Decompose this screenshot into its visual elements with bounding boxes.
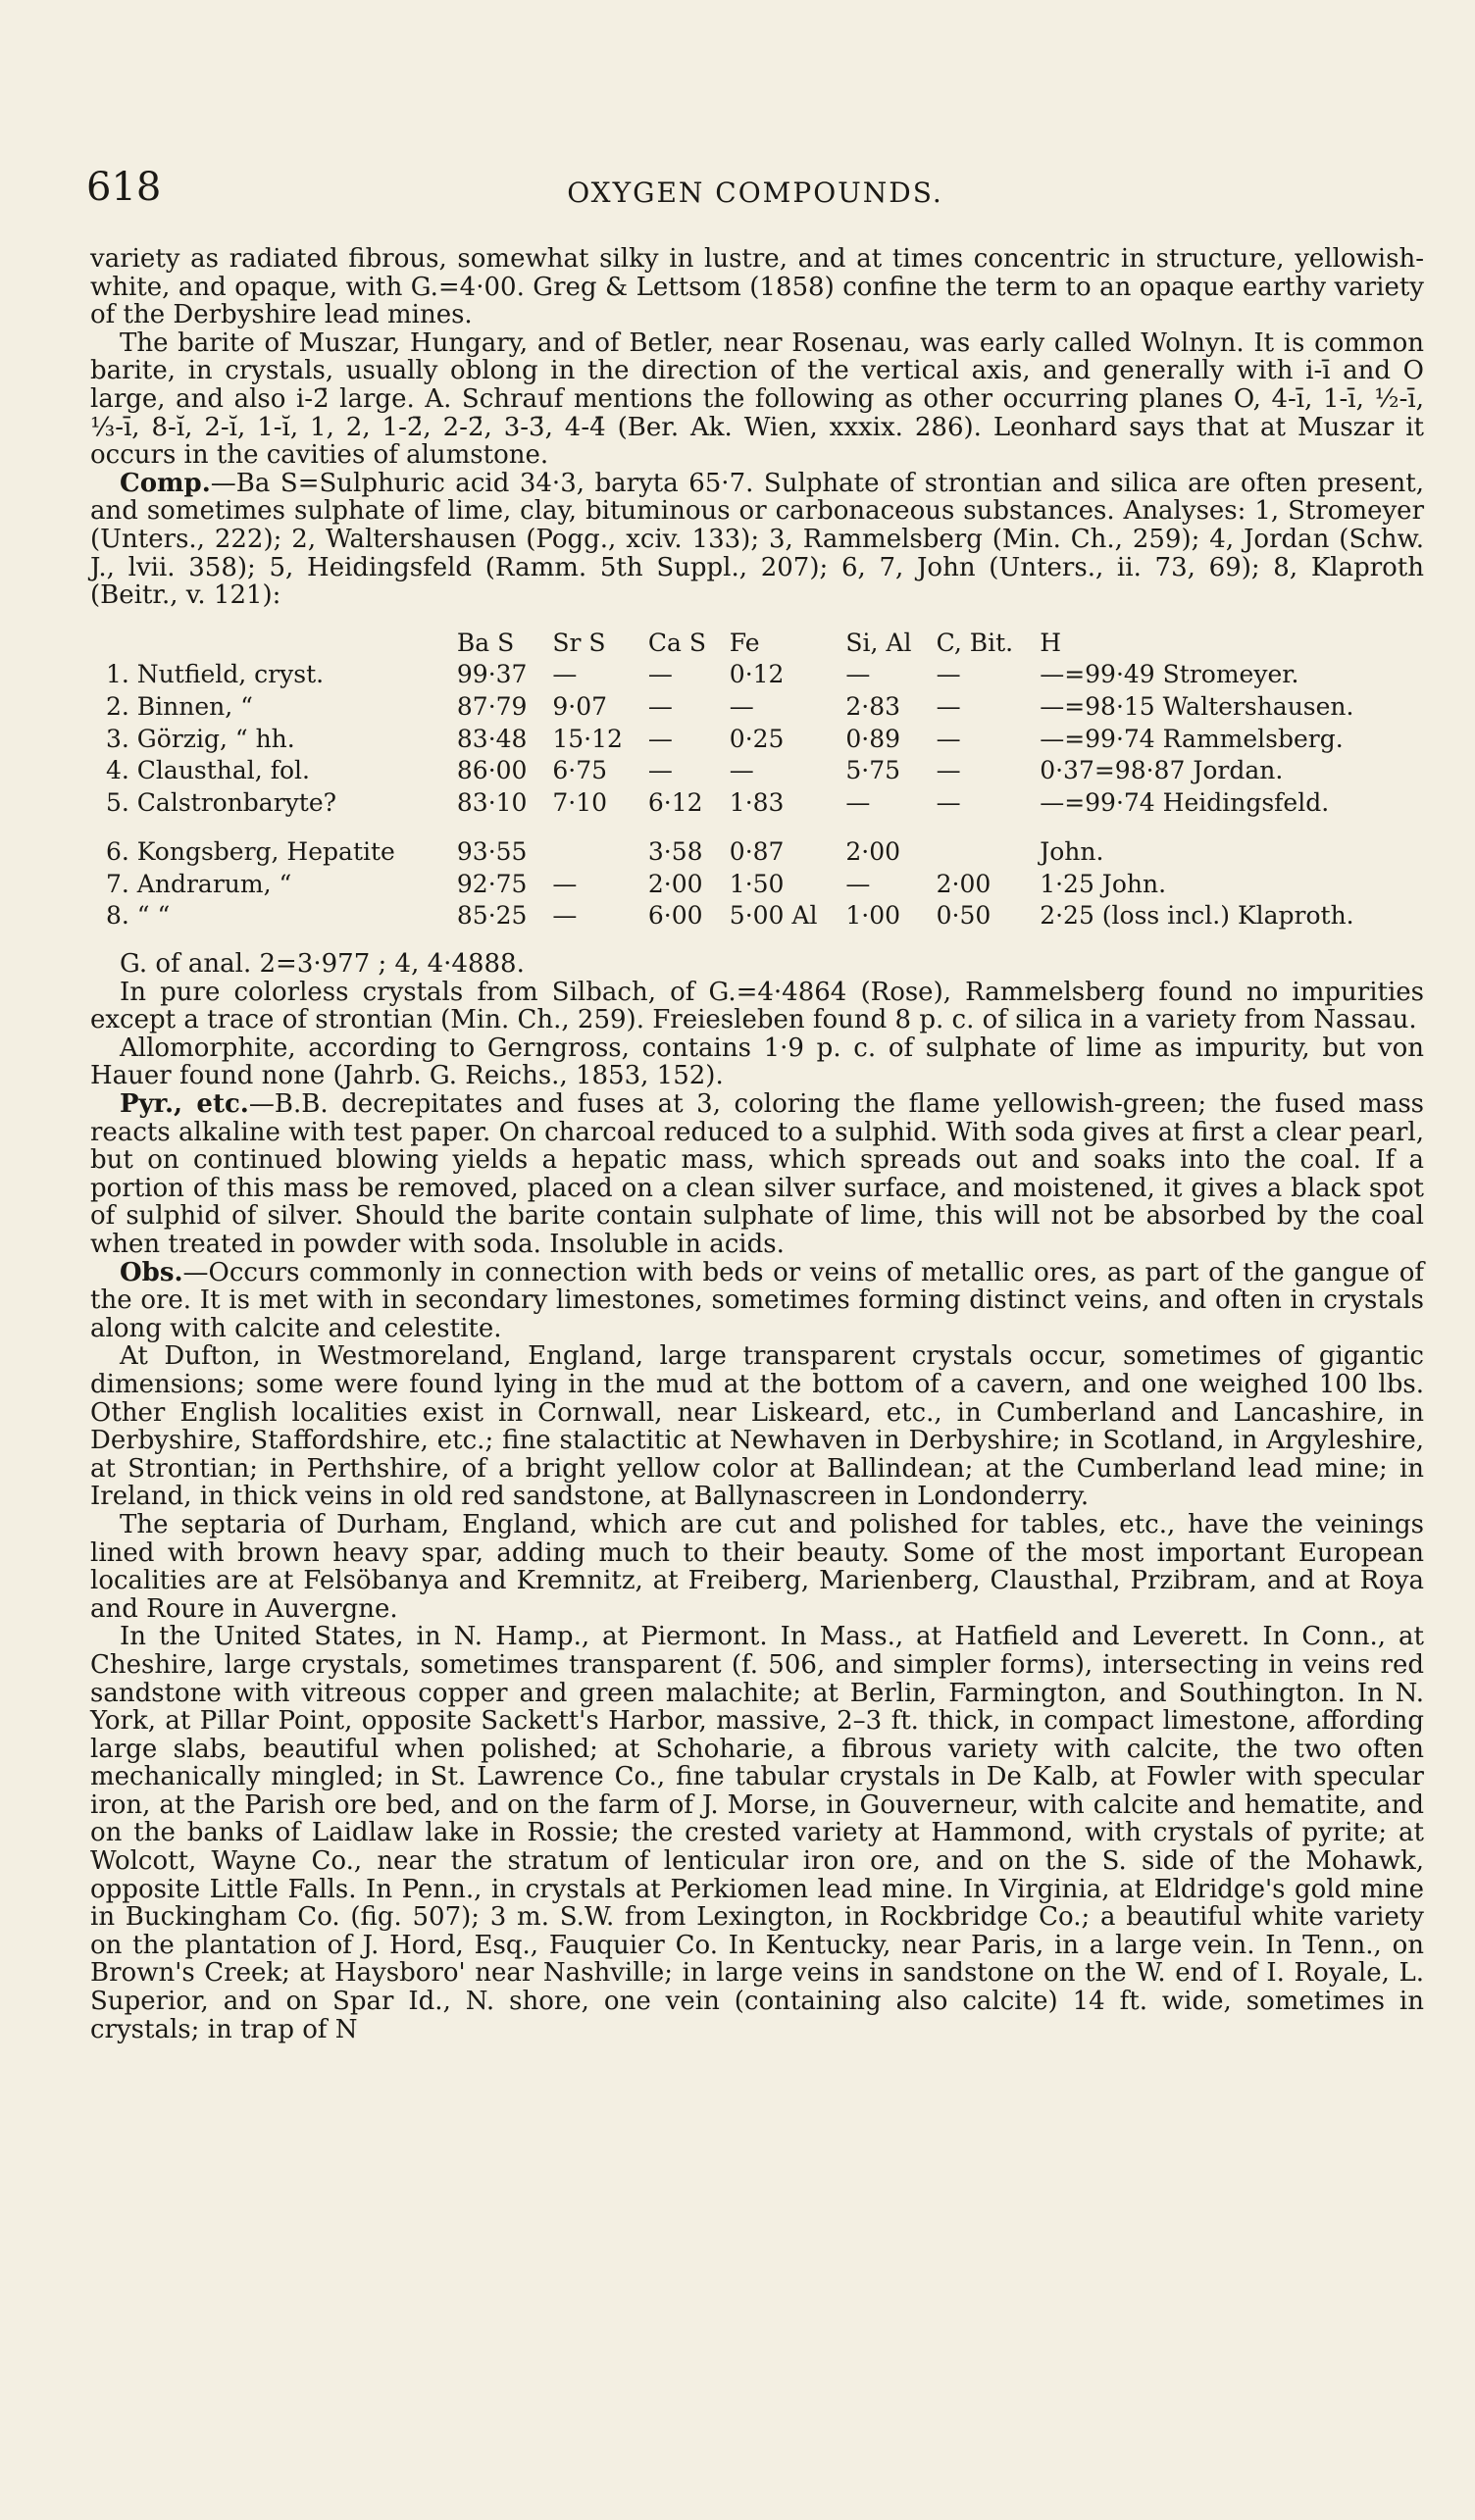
table-cell: 2·00: [647, 869, 703, 898]
paragraph-allomorphite: Allomorphite, according to Gerngross, contains 1·9 p. c. of sulphate of lime as impurity, but von Hauer found none (Jahrb. G. Reichs., 1853, 152).: [90, 1033, 1424, 1091]
table-row: [100, 787, 1414, 820]
table-cell: —: [647, 756, 673, 785]
table-cell: —=99·74 Heidingsfeld.: [1040, 787, 1330, 817]
table-cell: —=99·74 Rammelsberg.: [1040, 724, 1344, 753]
table-row: [100, 724, 1414, 756]
comp-label: Comp.: [120, 468, 211, 498]
table-cell: 83·48: [456, 724, 528, 753]
table-cell: —: [552, 901, 578, 931]
table-cell: 1·00: [845, 901, 901, 931]
table-row: [100, 836, 1414, 869]
pyr-label: Pyr., etc.: [120, 1089, 249, 1120]
header-cell: [100, 628, 451, 660]
pyr-text: —B.B. decrepitates and fuses at 3, coloring the flame yellowish-green; the fused mass reacts alkaline with test paper. On charcoal reduced to a sulphid. With soda gives at first a clear pearl, but on continued blowing yields a hepatic mass, which spreads out and soaks into the coal. If a portion of this mass be removed, placed on a clean silver surface, and moistened, it gives a black spot of sulphid of silver. Should the barite contain sulphate of lime, this will not be absorbed by the coal when treated in powder with soda. Insoluble in acids.: [90, 1089, 1425, 1259]
paragraph-muszar: The barite of Muszar, Hungary, and of Betler, near Rosenau, was early called Wolnyn. It is common barite, in crystals, usually oblong in the direction of the vertical axis, and generally with i-ī and O large, and also i-2̄ large. A. Schrauf mentions the following as other occurring planes O, 4-ī, 1-ī, ½-ī, ⅓-ī, 8-ĭ, 2-ĭ, 1-ĭ, 1, 2, 1-2̄, 2-2̄, 3-3̄, 4-4̄ (Ber. Ak. Wien, xxxix. 286). Leonhard says that at Muszar it occurs in the cavities of alumstone.: [90, 328, 1424, 471]
header-cell: H: [1040, 628, 1061, 657]
table-cell: 0·37=98·87 Jordan.: [1040, 756, 1284, 785]
table-cell: 0·87: [729, 837, 785, 867]
table-cell: 0·50: [936, 901, 992, 931]
table-cell: 5·00 Al: [729, 901, 818, 931]
table-cell: 1·25 John.: [1040, 869, 1167, 898]
header-cell: Ba S: [456, 628, 515, 657]
table-cell: 2·25 (loss incl.) Klaproth.: [1040, 901, 1354, 931]
table-row: [100, 691, 1414, 724]
table-row: [100, 869, 1414, 901]
header-cell: C, Bit.: [936, 628, 1014, 657]
table-cell: 5·75: [845, 756, 901, 785]
table-cell: 0·12: [729, 660, 785, 689]
obs-text: —Occurs commonly in connection with beds or veins of metallic ores, as part of the gangue of the ore. It is met with in secondary limestones, sometimes forming distinct veins, and often in crystals along with calcite and celestite.: [90, 1257, 1424, 1343]
table-spacer: [100, 819, 1414, 836]
table-cell: 2·00: [845, 837, 901, 867]
table-cell: 6. Kongsberg, Hepatite: [106, 837, 395, 867]
table-cell: 85·25: [456, 901, 528, 931]
table-cell: 8. “ “: [106, 901, 171, 931]
table-cell: —: [936, 660, 961, 689]
table-cell: —: [936, 787, 961, 817]
table-cell: 2·00: [936, 869, 992, 898]
paragraph-pyr: [90, 1090, 1424, 1259]
header-cell: Ca S: [647, 628, 706, 657]
header-cell: Si, Al: [845, 628, 912, 657]
table-cell: 87·79: [456, 691, 528, 721]
table-cell: 6·12: [647, 787, 703, 817]
table-cell: —: [647, 660, 673, 689]
table-cell: 86·00: [456, 756, 528, 785]
paragraph-septaria: The septaria of Durham, England, which are cut and polished for tables, etc., have the veinings lined with brown heavy spar, adding much to their beauty. Some of the most important European localities are at Felsöbanya and Kremnitz, at Freiberg, Marienberg, Clausthal, Przibram, and at Roya and Roure in Auvergne.: [90, 1509, 1424, 1624]
table-cell: [931, 836, 1035, 869]
paragraph-dufton: At Dufton, in Westmoreland, England, large transparent crystals occur, sometimes of gigantic dimensions; some were found lying in the mud at the bottom of a cavern, and one weighed 100 lbs. Other English localities exist in Cornwall, near Liskeard, etc., in Cumberland and Lancashire, in Derbyshire, Staffordshire, etc.; fine stalactitic at Newhaven in Derbyshire; in Scotland, in Argyleshire, at Strontian; in Perthshire, of a bright yellow color at Ballindean; at the Cumberland lead mine; in Ireland, in thick veins in old red sandstone, at Ballynascreen in Londonderry.: [90, 1341, 1424, 1512]
table-cell: 3·58: [647, 837, 703, 867]
obs-label: Obs.: [120, 1257, 183, 1287]
table-cell: 0·25: [729, 724, 785, 753]
body-text: [90, 245, 1424, 2043]
table-cell: 6·00: [647, 901, 703, 931]
table-cell: 83·10: [456, 787, 528, 817]
paragraph-gravity: G. of anal. 2=3·977 ; 4, 4·4888.: [120, 949, 525, 980]
table-row: [100, 659, 1414, 691]
table-cell: John.: [1040, 837, 1104, 867]
table-cell: —: [647, 691, 673, 721]
table-cell: 3. Görzig, “ hh.: [106, 724, 295, 753]
page-number: 618: [86, 165, 162, 210]
running-title: OXYGEN COMPOUNDS.: [567, 176, 943, 209]
paragraph-silbach: In pure colorless crystals from Silbach, of G.=4·4864 (Rose), Rammelsberg found no impurities except a trace of strontian (Min. Ch., 259). Freiesleben found 8 p. c. of silica in a variety from Nassau.: [90, 977, 1424, 1035]
table-cell: —: [552, 660, 578, 689]
table-cell: —: [729, 756, 754, 785]
paragraph-united-states: In the United States, in N. Hamp., at Piermont. In Mass., at Hatfield and Leverett. In Conn., at Cheshire, large crystals, sometimes transparent (f. 506, and simpler forms), intersecting in veins red sandstone with vitreous copper and green malachite; at Berlin, Farmington, and Southington. In N. York, at Pillar Point, opposite Sackett's Harbor, massive, 2–3 ft. thick, in compact limestone, affording large slabs, beautiful when polished; at Schoharie, a fibrous variety with calcite, the two often mechanically mingled; in St. Lawrence Co., fine tabular crystals in De Kalb, at Fowler with specular iron, at the Parish ore bed, and on the farm of J. Morse, in Gouverneur, with calcite and hematite, and on the banks of Laidlaw lake in Rossie; the crested variety at Hammond, with crystals of pyrite; at Wolcott, Wayne Co., near the stratum of lenticular iron ore, and on the S. side of the Mohawk, opposite Little Falls. In Penn., in crystals at Perkiomen lead mine. In Virginia, at Eldridge's gold mine in Buckingham Co. (fig. 507); 3 m. S.W. from Lexington, in Rockbridge Co.; a beautiful white variety on the plantation of J. Hord, Esq., Fauquier Co. In Kentucky, near Paris, in a large vein. In Tenn., on Brown's Creek; at Haysboro' near Nashville; in large veins in sandstone on the W. end of I. Royale, L. Superior, and on Spar Id., N. shore, one vein (containing also calcite) 14 ft. wide, sometimes in crystals; in trap of N: [90, 1622, 1424, 2044]
table-cell: —: [936, 691, 961, 721]
table-cell: —: [936, 724, 961, 753]
table-cell: 93·55: [456, 837, 528, 867]
paragraph-obs: [90, 1259, 1424, 1343]
table-cell: —: [845, 869, 871, 898]
table-cell: —: [845, 787, 871, 817]
analysis-header-row: [100, 628, 1414, 660]
table-cell: —: [845, 660, 871, 689]
table-cell: 15·12: [552, 724, 623, 753]
table-cell: 0·89: [845, 724, 901, 753]
table-cell: 2·83: [845, 691, 901, 721]
table-cell: [546, 836, 641, 869]
table-cell: 2. Binnen, “: [106, 691, 253, 721]
table-cell: 4. Clausthal, fol.: [106, 756, 310, 785]
page-header: [86, 165, 1424, 214]
header-cell: Fe: [729, 628, 760, 657]
table-cell: 6·75: [552, 756, 608, 785]
table-cell: 5. Calstronbaryte?: [106, 787, 337, 817]
table-cell: —: [729, 691, 754, 721]
table-row: [100, 755, 1414, 787]
table-cell: 1·83: [729, 787, 785, 817]
header-cell: Sr S: [552, 628, 606, 657]
comp-text: —Ba S=Sulphuric acid 34·3, baryta 65·7. Sulphate of strontian and silica are often present, and sometimes sulphate of lime, clay, bituminous or carbonaceous substances. Analyses: 1, Stromeyer (Unters., 222); 2, Waltershausen (Pogg., xciv. 133); 3, Rammelsberg (Min. Ch., 259); 4, Jordan (Schw. J., lvii. 358); 5, Heidingsfeld (Ramm. 5th Suppl., 207); 6, 7, John (Unters., ii. 73, 69); 8, Klaproth (Beitr., v. 121):: [90, 468, 1424, 611]
table-cell: —: [647, 724, 673, 753]
table-cell: 7. Andrarum, “: [106, 869, 292, 898]
table-cell: —: [552, 869, 578, 898]
table-row: [100, 900, 1414, 932]
table-cell: 1. Nutfield, cryst.: [106, 660, 325, 689]
table-cell: —: [936, 756, 961, 785]
paragraph-variety: variety as radiated fibrous, somewhat silky in lustre, and at times concentric in structure, yellowish-white, and opaque, with G.=4·00. Greg & Lettsom (1858) confine the term to an opaque earthy variety of the Derbyshire lead mines.: [90, 244, 1424, 330]
table-cell: 92·75: [456, 869, 528, 898]
table-cell: —=99·49 Stromeyer.: [1040, 660, 1299, 689]
table-cell: 7·10: [552, 787, 608, 817]
table-cell: 1·50: [729, 869, 785, 898]
table-cell: 9·07: [552, 691, 608, 721]
analysis-table: [100, 628, 1414, 932]
table-cell: 99·37: [456, 660, 528, 689]
table-cell: —=98·15 Waltershausen.: [1040, 691, 1354, 721]
paragraph-comp: [90, 470, 1424, 610]
